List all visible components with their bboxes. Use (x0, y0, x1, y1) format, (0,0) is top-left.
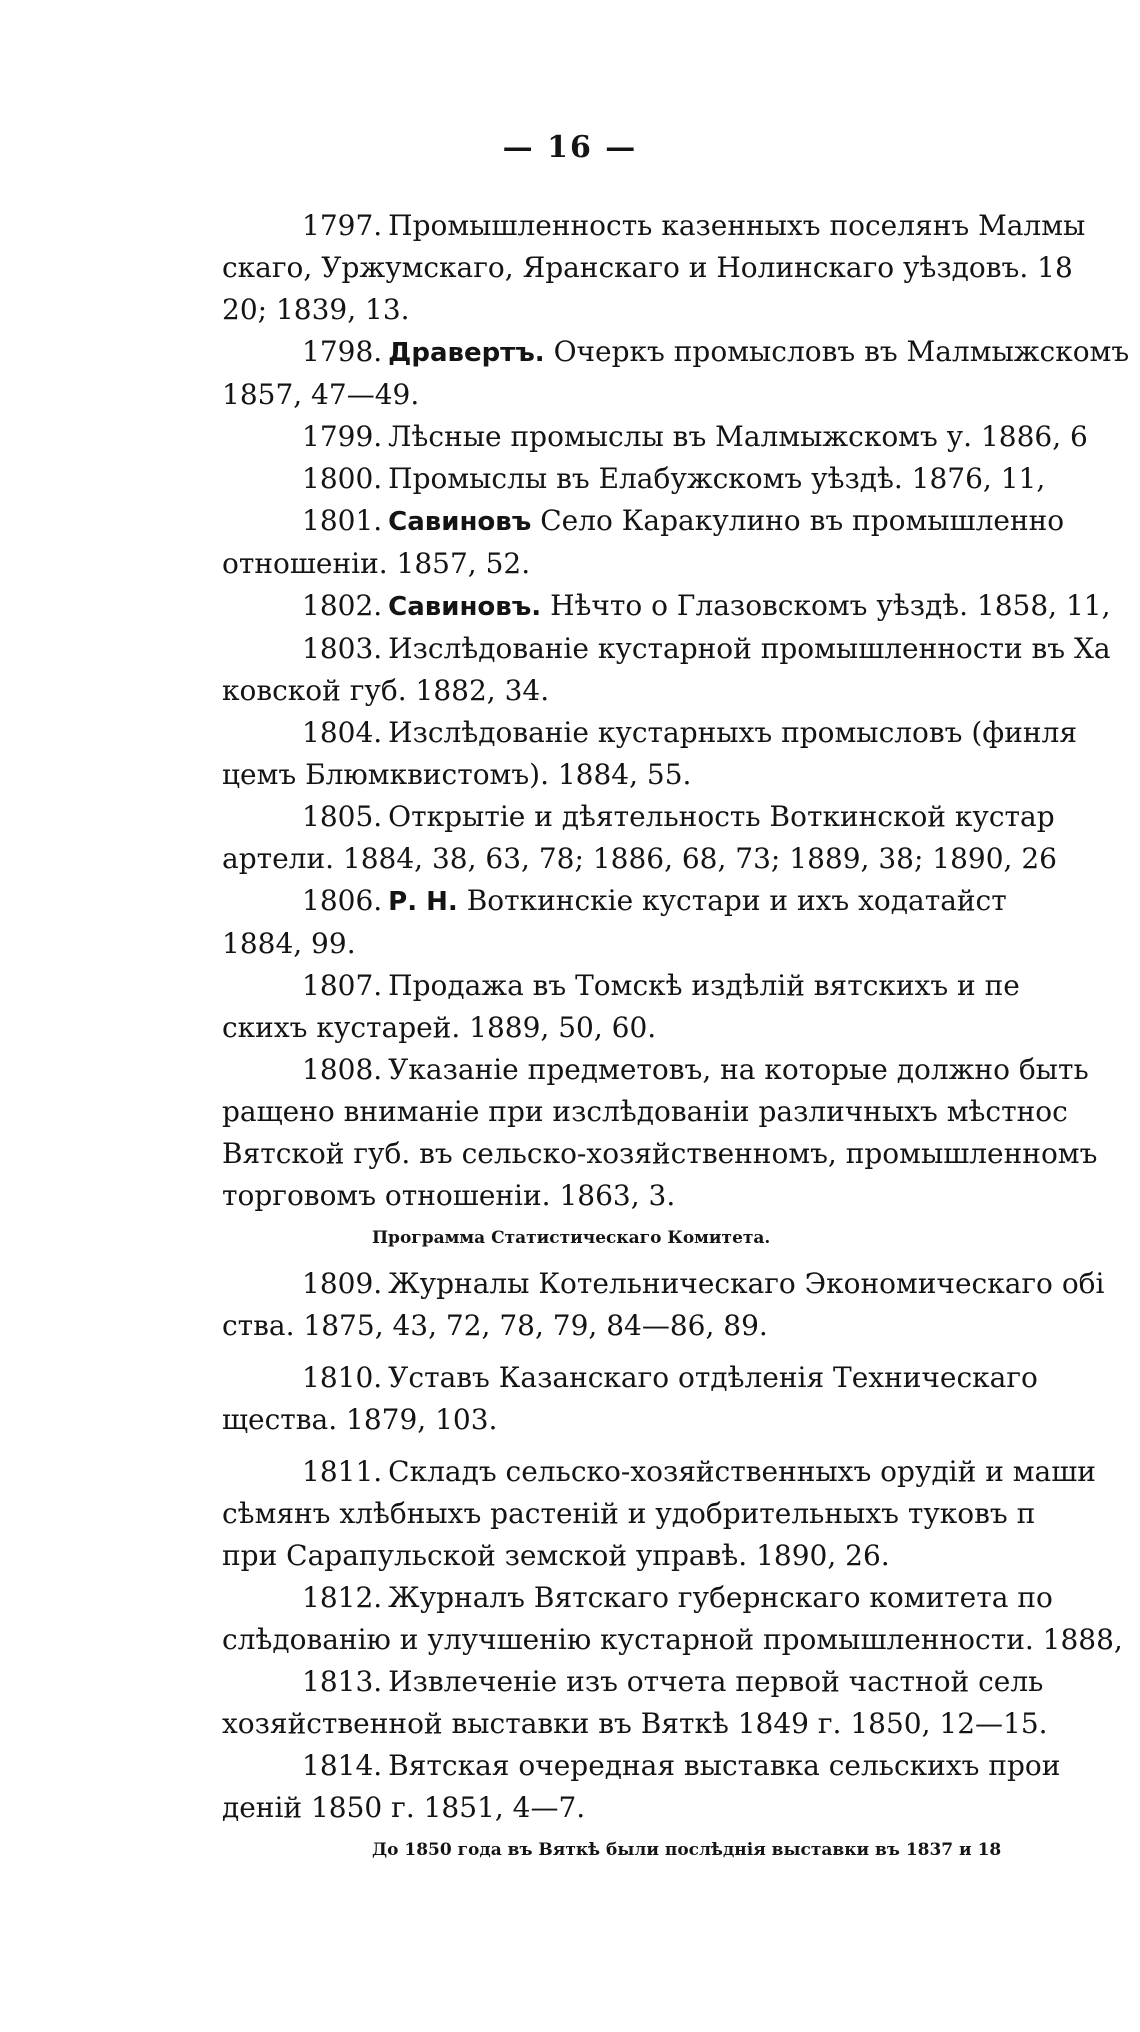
entry-number: 1798. (302, 335, 383, 368)
entry-number: 1800. (302, 462, 383, 495)
entry-text: при Сарапульской земской управѣ. 1890, 26. (222, 1539, 890, 1572)
entry-continuation-line (222, 1703, 1122, 1745)
entry-first-line (222, 458, 1122, 500)
entry-continuation-line (222, 1787, 1122, 1829)
entry-text: Лѣсные промыслы въ Малмыжскомъ у. 1886, 6 (388, 420, 1088, 453)
entry-number: 1814. (302, 1749, 383, 1782)
entry-number: 1807. (302, 969, 383, 1002)
bibliography-entry (222, 500, 1122, 585)
entry-number: 1810. (302, 1361, 383, 1394)
entry-first-line (222, 1661, 1122, 1703)
spacer (222, 1441, 1122, 1451)
entry-text: Вятская очередная выставка сельскихъ прои (388, 1749, 1061, 1782)
entry-number: 1803. (302, 632, 383, 665)
entry-text: Продажа въ Томскѣ издѣлій вятскихъ и пе (388, 969, 1020, 1002)
entry-first-line (222, 1577, 1122, 1619)
entry-number: 1805. (302, 800, 383, 833)
entry-text: цемъ Блюмквистомъ). 1884, 55. (222, 758, 692, 791)
entry-number: 1802. (302, 589, 383, 622)
entry-continuation-line (222, 838, 1122, 880)
entry-text: щества. 1879, 103. (222, 1403, 498, 1436)
entry-author: Савиновъ (388, 507, 532, 537)
entry-continuation-line (222, 1007, 1122, 1049)
entry-continuation-line (222, 1175, 1122, 1217)
entry-continuation-line (222, 289, 1122, 331)
entry-text: торговомъ отношеніи. 1863, 3. (222, 1179, 676, 1212)
entry-text: Промыслы въ Елабужскомъ уѣздѣ. 1876, 11, (388, 462, 1046, 495)
entry-first-line (222, 1263, 1122, 1305)
bibliography-entry (222, 880, 1122, 965)
entry-text: Вятской губ. въ сельско-хозяйственномъ, промышленномъ (222, 1137, 1098, 1170)
entry-text: ковской губ. 1882, 34. (222, 674, 550, 707)
entry-continuation-line (222, 374, 1122, 416)
entry-number: 1809. (302, 1267, 383, 1300)
entry-number: 1811. (302, 1455, 383, 1488)
entry-text: Промышленность казенныхъ поселянъ Малмы (388, 209, 1086, 242)
entry-text: 1884, 99. (222, 927, 356, 960)
bibliography-entry (222, 628, 1122, 712)
bibliography-entry (222, 458, 1122, 500)
bibliography-entry (222, 712, 1122, 796)
entry-text: артели. 1884, 38, 63, 78; 1886, 68, 73; 1889, 38; 1890, 26 (222, 842, 1057, 875)
entry-text: Воткинскіе кустари и ихъ ходатайст (466, 884, 1007, 917)
entry-text: скихъ кустарей. 1889, 50, 60. (222, 1011, 657, 1044)
bibliography-entry (222, 585, 1122, 628)
entry-number: 1801. (302, 504, 383, 537)
entry-continuation-line (222, 247, 1122, 289)
bibliography-entry (222, 1745, 1122, 1829)
entry-first-line (222, 500, 1122, 543)
entry-text: Очеркъ промысловъ въ Малмыжскомъ (553, 335, 1130, 368)
entry-first-line (222, 1357, 1122, 1399)
entry-author: Р. Н. (388, 887, 458, 917)
entry-continuation-line (222, 1133, 1122, 1175)
footnote: До 1850 года въ Вяткѣ были послѣднія выставки въ 1837 и 18 (372, 1840, 1002, 1860)
spacer (222, 1347, 1122, 1357)
entry-author: Дравертъ. (388, 338, 545, 368)
entry-text: Складъ сельско-хозяйственныхъ орудій и маши (388, 1455, 1096, 1488)
entry-text: отношеніи. 1857, 52. (222, 547, 531, 580)
entry-text: Указаніе предметовъ, на которые должно быть (388, 1053, 1089, 1086)
entry-number: 1799. (302, 420, 383, 453)
entry-text: Журналы Котельническаго Экономическаго обі (388, 1267, 1105, 1300)
entry-number: 1812. (302, 1581, 383, 1614)
entry-text: слѣдованію и улучшенію кустарной промышленности. 1888, (222, 1623, 1123, 1656)
entries-list (222, 205, 1130, 1867)
entry-text: Изслѣдованіе кустарной промышленности въ Ха (388, 632, 1111, 665)
entry-continuation-line (222, 1619, 1122, 1661)
entry-first-line (222, 1745, 1122, 1787)
entry-text: Изслѣдованіе кустарныхъ промысловъ (финля (388, 716, 1078, 749)
entry-text: 20; 1839, 13. (222, 293, 410, 326)
bibliography-entry (222, 416, 1122, 458)
entry-continuation-line (222, 1399, 1122, 1441)
entry-continuation-line (222, 1535, 1122, 1577)
bibliography-entry (222, 1049, 1122, 1217)
entry-text: Село Каракулино въ промышленно (540, 504, 1065, 537)
entry-text: Нѣчто о Глазовскомъ уѣздѣ. 1858, 11, (550, 589, 1111, 622)
entry-continuation-line (222, 1305, 1122, 1347)
entry-text: ства. 1875, 43, 72, 78, 79, 84—86, 89. (222, 1309, 768, 1342)
bibliography-entry (222, 965, 1122, 1049)
entry-text: сѣмянъ хлѣбныхъ растеній и удобрительныхъ туковъ п (222, 1497, 1036, 1530)
entry-author: Савиновъ. (388, 592, 542, 622)
bibliography-entry (222, 796, 1122, 880)
entry-first-line (222, 331, 1130, 374)
entry-first-line (222, 712, 1122, 754)
entry-continuation-line (222, 1493, 1122, 1535)
bibliography-entry (222, 1577, 1122, 1661)
bibliography-entry (222, 205, 1122, 331)
entry-text: ращено вниманіе при изслѣдованіи различныхъ мѣстнос (222, 1095, 1068, 1128)
bibliography-entry (222, 1263, 1122, 1347)
entry-text: Открытіе и дѣятельность Воткинской кустар (388, 800, 1055, 833)
entry-first-line (222, 1049, 1122, 1091)
bibliography-entry (222, 1661, 1122, 1745)
entry-text: деній 1850 г. 1851, 4—7. (222, 1791, 586, 1824)
entry-continuation-line (222, 923, 1122, 965)
entry-text: 1857, 47—49. (222, 378, 420, 411)
entry-number: 1808. (302, 1053, 383, 1086)
entry-number: 1806. (302, 884, 383, 917)
bibliography-entry (222, 1357, 1122, 1441)
entry-text: скаго, Уржумскаго, Яранскаго и Нолинскаго уѣздовъ. 18 (222, 251, 1073, 284)
page-number: — 16 — (502, 130, 638, 165)
program-note: Программа Статистическаго Комитета. (372, 1228, 771, 1248)
entry-text: Журналъ Вятскаго губернскаго комитета по (388, 1581, 1053, 1614)
entry-first-line (222, 880, 1122, 923)
bibliography-entry (222, 331, 1130, 416)
entry-text: Извлеченіе изъ отчета первой частной сель (388, 1665, 1044, 1698)
entry-number: 1804. (302, 716, 383, 749)
entry-continuation-line (222, 1091, 1122, 1133)
entry-number: 1813. (302, 1665, 383, 1698)
entry-text: Уставъ Казанскаго отдѣленія Техническаго (388, 1361, 1038, 1394)
entry-continuation-line (222, 543, 1122, 585)
entry-first-line (222, 796, 1122, 838)
entry-first-line (222, 965, 1122, 1007)
entry-continuation-line (222, 754, 1122, 796)
entry-first-line (222, 416, 1122, 458)
entry-continuation-line (222, 670, 1122, 712)
entry-first-line (222, 1451, 1122, 1493)
entry-first-line (222, 205, 1122, 247)
entry-text: хозяйственной выставки въ Вяткѣ 1849 г. 1850, 12—15. (222, 1707, 1048, 1740)
bibliography-entry (222, 1451, 1122, 1577)
entry-first-line (222, 628, 1122, 670)
entry-number: 1797. (302, 209, 383, 242)
entry-first-line (222, 585, 1122, 628)
